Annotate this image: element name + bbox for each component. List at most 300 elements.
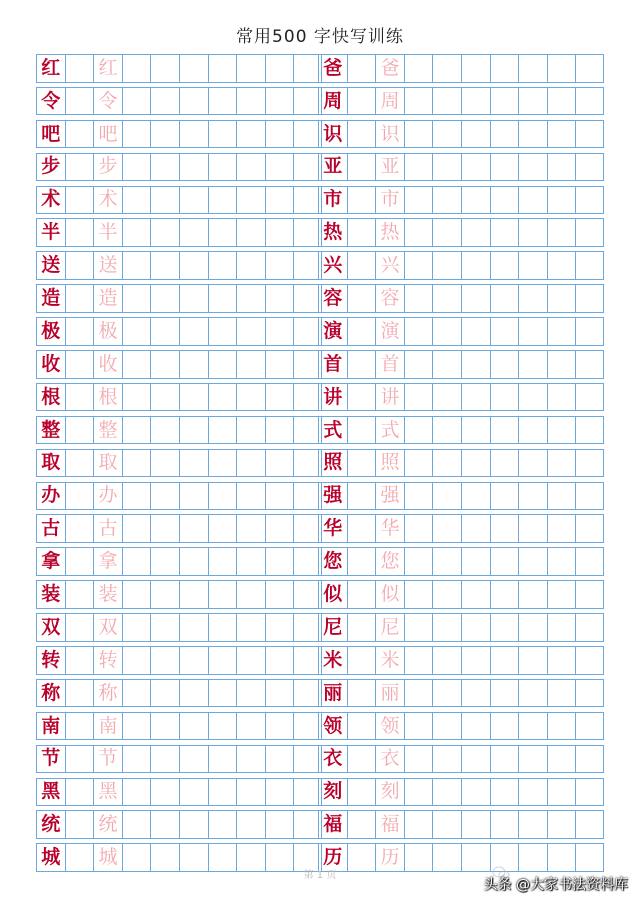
blank-cell [236, 384, 265, 411]
blank-cell [265, 55, 294, 82]
blank-cell [575, 811, 604, 838]
blank-cell [236, 219, 265, 246]
blank-cell [65, 746, 94, 773]
model-character: 南 [36, 713, 65, 740]
blank-cell [404, 548, 433, 575]
blank-cell [547, 219, 576, 246]
practice-row [36, 580, 322, 609]
blank-cell [265, 417, 294, 444]
blank-cell [575, 647, 604, 674]
practice-row [318, 120, 604, 149]
blank-cell [404, 88, 433, 115]
blank-cell [208, 88, 237, 115]
blank-cell [179, 483, 208, 510]
blank-cell [575, 219, 604, 246]
blank-cell [518, 811, 547, 838]
blank-cell [575, 154, 604, 181]
trace-character: 吧 [93, 121, 122, 148]
blank-cell [461, 450, 490, 477]
blank-cell [461, 121, 490, 148]
blank-cell [432, 450, 461, 477]
practice-row [318, 679, 604, 708]
blank-cell [404, 713, 433, 740]
blank-cell [347, 450, 376, 477]
blank-cell [575, 121, 604, 148]
blank-cell [208, 351, 237, 378]
blank-cell [461, 515, 490, 542]
blank-cell [404, 746, 433, 773]
blank-cell [208, 384, 237, 411]
blank-cell [518, 187, 547, 214]
blank-cell [208, 417, 237, 444]
blank-cell [490, 450, 519, 477]
blank-cell [265, 121, 294, 148]
blank-cell [265, 483, 294, 510]
blank-cell [236, 252, 265, 279]
model-character: 兴 [318, 252, 347, 279]
blank-cell [347, 187, 376, 214]
blank-cell [575, 88, 604, 115]
trace-character: 您 [375, 548, 404, 575]
blank-cell [236, 614, 265, 641]
blank-cell [150, 417, 179, 444]
model-character: 造 [36, 285, 65, 312]
trace-character: 半 [93, 219, 122, 246]
model-character: 称 [36, 680, 65, 707]
practice-row [36, 87, 322, 116]
blank-cell [150, 154, 179, 181]
blank-cell [547, 285, 576, 312]
practice-row [318, 383, 604, 412]
blank-cell [236, 483, 265, 510]
blank-cell [150, 548, 179, 575]
blank-cell [432, 811, 461, 838]
blank-cell [518, 450, 547, 477]
blank-cell [518, 285, 547, 312]
blank-cell [122, 548, 151, 575]
blank-cell [490, 779, 519, 806]
trace-character: 刻 [375, 779, 404, 806]
blank-cell [236, 811, 265, 838]
model-character: 爸 [318, 55, 347, 82]
blank-cell [490, 647, 519, 674]
blank-cell [575, 746, 604, 773]
trace-character: 转 [93, 647, 122, 674]
blank-cell [122, 647, 151, 674]
blank-cell [518, 515, 547, 542]
model-character: 容 [318, 285, 347, 312]
trace-character: 照 [375, 450, 404, 477]
blank-cell [547, 154, 576, 181]
blank-cell [65, 55, 94, 82]
blank-cell [575, 779, 604, 806]
blank-cell [150, 351, 179, 378]
trace-character: 令 [93, 88, 122, 115]
trace-character: 极 [93, 318, 122, 345]
blank-cell [404, 55, 433, 82]
blank-cell [65, 614, 94, 641]
blank-cell [461, 483, 490, 510]
blank-cell [547, 779, 576, 806]
blank-cell [547, 746, 576, 773]
blank-cell [179, 417, 208, 444]
trace-character: 黑 [93, 779, 122, 806]
blank-cell [179, 746, 208, 773]
blank-cell [575, 252, 604, 279]
blank-cell [347, 581, 376, 608]
blank-cell [432, 121, 461, 148]
trace-character: 容 [375, 285, 404, 312]
blank-cell [265, 154, 294, 181]
blank-cell [575, 384, 604, 411]
blank-cell [265, 351, 294, 378]
trace-character: 尼 [375, 614, 404, 641]
blank-cell [347, 680, 376, 707]
trace-character: 识 [375, 121, 404, 148]
model-character: 步 [36, 154, 65, 181]
blank-cell [179, 713, 208, 740]
blank-cell [208, 187, 237, 214]
practice-row [318, 218, 604, 247]
blank-cell [236, 746, 265, 773]
blank-cell [547, 515, 576, 542]
trace-character: 爸 [375, 55, 404, 82]
blank-cell [150, 811, 179, 838]
blank-cell [490, 515, 519, 542]
blank-cell [208, 219, 237, 246]
blank-cell [65, 318, 94, 345]
trace-character: 取 [93, 450, 122, 477]
blank-cell [432, 219, 461, 246]
blank-cell [150, 680, 179, 707]
practice-row [318, 87, 604, 116]
practice-row [36, 810, 322, 839]
blank-cell [404, 154, 433, 181]
model-character: 式 [318, 417, 347, 444]
blank-cell [461, 680, 490, 707]
trace-character: 城 [93, 844, 122, 871]
trace-character: 步 [93, 154, 122, 181]
blank-cell [547, 252, 576, 279]
blank-cell [432, 779, 461, 806]
blank-cell [236, 680, 265, 707]
blank-cell [65, 450, 94, 477]
practice-row [318, 580, 604, 609]
blank-cell [490, 318, 519, 345]
blank-cell [490, 614, 519, 641]
blank-cell [65, 121, 94, 148]
blank-cell [208, 318, 237, 345]
trace-character: 南 [93, 713, 122, 740]
blank-cell [150, 515, 179, 542]
blank-cell [461, 713, 490, 740]
blank-cell [404, 680, 433, 707]
blank-cell [122, 154, 151, 181]
blank-cell [461, 285, 490, 312]
blank-cell [432, 581, 461, 608]
blank-cell [65, 680, 94, 707]
blank-cell [432, 252, 461, 279]
model-character: 福 [318, 811, 347, 838]
blank-cell [122, 318, 151, 345]
model-character: 强 [318, 483, 347, 510]
blank-cell [461, 746, 490, 773]
blank-cell [547, 548, 576, 575]
blank-cell [461, 548, 490, 575]
blank-cell [265, 384, 294, 411]
blank-cell [547, 187, 576, 214]
blank-cell [575, 285, 604, 312]
blank-cell [404, 417, 433, 444]
blank-cell [518, 121, 547, 148]
blank-cell [432, 351, 461, 378]
model-character: 吧 [36, 121, 65, 148]
trace-character: 强 [375, 483, 404, 510]
blank-cell [461, 351, 490, 378]
blank-cell [518, 746, 547, 773]
practice-row [36, 449, 322, 478]
blank-cell [236, 121, 265, 148]
blank-cell [547, 450, 576, 477]
blank-cell [347, 746, 376, 773]
blank-cell [179, 384, 208, 411]
blank-cell [208, 450, 237, 477]
model-character: 尼 [318, 614, 347, 641]
blank-cell [150, 779, 179, 806]
blank-cell [575, 417, 604, 444]
blank-cell [179, 187, 208, 214]
trace-character: 统 [93, 811, 122, 838]
blank-cell [347, 55, 376, 82]
blank-cell [236, 318, 265, 345]
blank-cell [518, 548, 547, 575]
blank-cell [179, 285, 208, 312]
blank-cell [265, 581, 294, 608]
blank-cell [490, 713, 519, 740]
blank-cell [179, 581, 208, 608]
model-character: 丽 [318, 680, 347, 707]
blank-cell [122, 88, 151, 115]
trace-character: 兴 [375, 252, 404, 279]
model-character: 周 [318, 88, 347, 115]
blank-cell [122, 680, 151, 707]
practice-row [36, 350, 322, 379]
blank-cell [432, 515, 461, 542]
blank-cell [575, 548, 604, 575]
blank-cell [265, 187, 294, 214]
blank-cell [122, 746, 151, 773]
blank-cell [461, 88, 490, 115]
trace-character: 古 [93, 515, 122, 542]
model-character: 演 [318, 318, 347, 345]
blank-cell [150, 384, 179, 411]
blank-cell [575, 713, 604, 740]
blank-cell [575, 515, 604, 542]
model-character: 照 [318, 450, 347, 477]
blank-cell [575, 680, 604, 707]
blank-cell [122, 483, 151, 510]
model-character: 讲 [318, 384, 347, 411]
practice-row [36, 120, 322, 149]
blank-cell [179, 121, 208, 148]
blank-cell [65, 154, 94, 181]
blank-cell [518, 55, 547, 82]
model-character: 您 [318, 548, 347, 575]
practice-row [318, 745, 604, 774]
trace-character: 根 [93, 384, 122, 411]
blank-cell [150, 121, 179, 148]
trace-character: 讲 [375, 384, 404, 411]
blank-cell [404, 318, 433, 345]
practice-row [318, 712, 604, 741]
blank-cell [265, 647, 294, 674]
blank-cell [404, 581, 433, 608]
blank-cell [461, 318, 490, 345]
blank-cell [122, 811, 151, 838]
blank-cell [432, 483, 461, 510]
blank-cell [347, 713, 376, 740]
blank-cell [179, 647, 208, 674]
practice-row [318, 482, 604, 511]
blank-cell [150, 219, 179, 246]
blank-cell [518, 88, 547, 115]
blank-cell [518, 483, 547, 510]
blank-cell [518, 351, 547, 378]
blank-cell [461, 614, 490, 641]
practice-row [36, 251, 322, 280]
blank-cell [518, 713, 547, 740]
blank-cell [347, 121, 376, 148]
blank-cell [518, 581, 547, 608]
blank-cell [265, 450, 294, 477]
model-character: 识 [318, 121, 347, 148]
page-title: 常用500 字快写训练 [236, 27, 404, 47]
blank-cell [236, 450, 265, 477]
practice-grid-left [36, 54, 322, 876]
blank-cell [179, 154, 208, 181]
blank-cell [122, 187, 151, 214]
blank-cell [432, 154, 461, 181]
trace-character: 节 [93, 746, 122, 773]
blank-cell [179, 811, 208, 838]
blank-cell [179, 88, 208, 115]
blank-cell [347, 483, 376, 510]
practice-row [36, 745, 322, 774]
blank-cell [547, 318, 576, 345]
model-character: 双 [36, 614, 65, 641]
blank-cell [518, 219, 547, 246]
blank-cell [432, 285, 461, 312]
model-character: 半 [36, 219, 65, 246]
blank-cell [461, 384, 490, 411]
blank-cell [347, 219, 376, 246]
practice-row [318, 778, 604, 807]
model-character: 整 [36, 417, 65, 444]
practice-row [318, 810, 604, 839]
trace-character: 演 [375, 318, 404, 345]
blank-cell [65, 483, 94, 510]
blank-cell [547, 121, 576, 148]
blank-cell [347, 252, 376, 279]
model-character: 热 [318, 219, 347, 246]
blank-cell [404, 515, 433, 542]
trace-character: 亚 [375, 154, 404, 181]
model-character: 刻 [318, 779, 347, 806]
practice-row [318, 613, 604, 642]
blank-cell [122, 515, 151, 542]
blank-cell [179, 515, 208, 542]
blank-cell [347, 779, 376, 806]
blank-cell [122, 713, 151, 740]
blank-cell [347, 318, 376, 345]
blank-cell [65, 187, 94, 214]
blank-cell [518, 318, 547, 345]
blank-cell [547, 88, 576, 115]
blank-cell [547, 417, 576, 444]
blank-cell [236, 779, 265, 806]
blank-cell [150, 483, 179, 510]
blank-cell [236, 88, 265, 115]
model-character: 市 [318, 187, 347, 214]
blank-cell [547, 680, 576, 707]
blank-cell [432, 548, 461, 575]
model-character: 衣 [318, 746, 347, 773]
blank-cell [575, 187, 604, 214]
blank-cell [461, 187, 490, 214]
trace-character: 称 [93, 680, 122, 707]
blank-cell [347, 351, 376, 378]
trace-character: 送 [93, 252, 122, 279]
blank-cell [150, 581, 179, 608]
practice-row [318, 547, 604, 576]
blank-cell [347, 417, 376, 444]
blank-cell [490, 811, 519, 838]
blank-cell [265, 614, 294, 641]
blank-cell [404, 219, 433, 246]
practice-row [36, 646, 322, 675]
blank-cell [432, 713, 461, 740]
blank-cell [122, 384, 151, 411]
blank-cell [404, 121, 433, 148]
watermark-text: 头条 @大家书法资料库 [483, 877, 628, 893]
blank-cell [150, 55, 179, 82]
blank-cell [575, 614, 604, 641]
blank-cell [404, 483, 433, 510]
blank-cell [236, 713, 265, 740]
blank-cell [547, 581, 576, 608]
blank-cell [236, 285, 265, 312]
blank-cell [547, 384, 576, 411]
model-character: 装 [36, 581, 65, 608]
blank-cell [179, 450, 208, 477]
model-character: 首 [318, 351, 347, 378]
model-character: 收 [36, 351, 65, 378]
trace-character: 市 [375, 187, 404, 214]
blank-cell [208, 515, 237, 542]
blank-cell [150, 450, 179, 477]
trace-character: 收 [93, 351, 122, 378]
practice-row [36, 482, 322, 511]
model-character: 米 [318, 647, 347, 674]
blank-cell [432, 417, 461, 444]
model-character: 办 [36, 483, 65, 510]
watermark [484, 874, 628, 894]
practice-row [36, 416, 322, 445]
blank-cell [179, 680, 208, 707]
blank-cell [432, 647, 461, 674]
blank-cell [236, 187, 265, 214]
trace-character: 华 [375, 515, 404, 542]
